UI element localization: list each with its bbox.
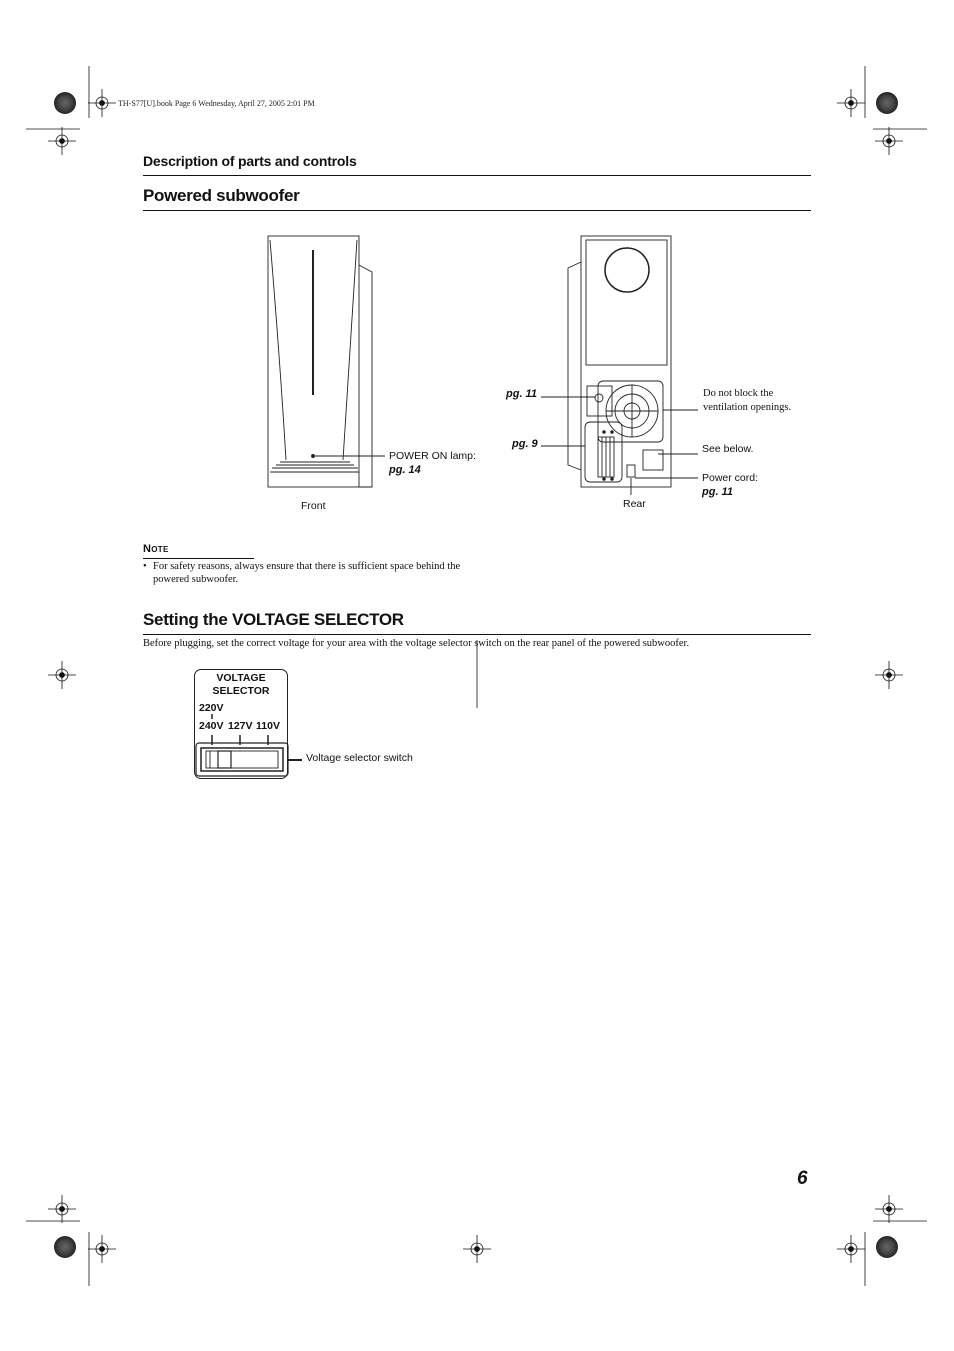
voltage-240v: 240V — [199, 720, 224, 732]
section-rule — [143, 175, 811, 176]
voltage-panel-title — [194, 672, 288, 698]
rear-ref-top: pg. 11 — [506, 388, 537, 400]
front-caption: Front — [301, 500, 326, 512]
voltage-220v: 220V — [199, 702, 224, 714]
see-below-label: See below. — [702, 443, 754, 455]
file-meta: TH-S77[U].book Page 6 Wednesday, April 27, 2005 2:01 PM — [118, 99, 315, 108]
rear-ref-mid: pg. 9 — [512, 438, 538, 450]
heading-voltage-selector: Setting the VOLTAGE SELECTOR — [143, 610, 404, 629]
section-label: Description of parts and controls — [143, 153, 357, 169]
note-text: For safety reasons, always ensure that there is sufficient space behind the powered subwoofer. — [153, 561, 461, 585]
heading-powered-subwoofer: Powered subwoofer — [143, 186, 300, 205]
voltage-heading-rule — [143, 634, 811, 635]
subwoofer-rear-drawing — [541, 236, 698, 495]
rear-caption: Rear — [623, 498, 646, 510]
power-cord-ref: pg. 11 — [702, 486, 733, 498]
voltage-instructions: Before plugging, set the correct voltage for your area with the voltage selector switch on the rear panel of the powered subwoofer. — [143, 638, 690, 649]
note-item — [143, 560, 473, 586]
voltage-127v: 127V — [228, 720, 253, 732]
voltage-panel-title-line2: SELECTOR — [212, 685, 270, 697]
subwoofer-front-drawing — [268, 236, 385, 487]
page-number: 6 — [797, 1168, 808, 1189]
voltage-panel-title-line1: VOLTAGE — [216, 672, 266, 684]
ventilation-line2: ventilation openings. — [703, 402, 792, 413]
note-title: Note — [143, 543, 169, 555]
power-cord-label: Power cord: — [702, 472, 759, 484]
power-on-lamp-label: POWER ON lamp: — [389, 450, 476, 462]
note-rule — [143, 558, 254, 559]
registration-dot-icon — [54, 92, 898, 1258]
trim-lines — [26, 66, 927, 1286]
ventilation-line1: Do not block the — [703, 388, 774, 399]
note-bullet: • — [143, 561, 147, 572]
voltage-switch-label: Voltage selector switch — [306, 752, 413, 764]
voltage-110v: 110V — [256, 720, 280, 732]
power-on-lamp-ref: pg. 14 — [389, 464, 421, 476]
crosshair-icon — [48, 89, 903, 1263]
heading-rule — [143, 210, 811, 211]
